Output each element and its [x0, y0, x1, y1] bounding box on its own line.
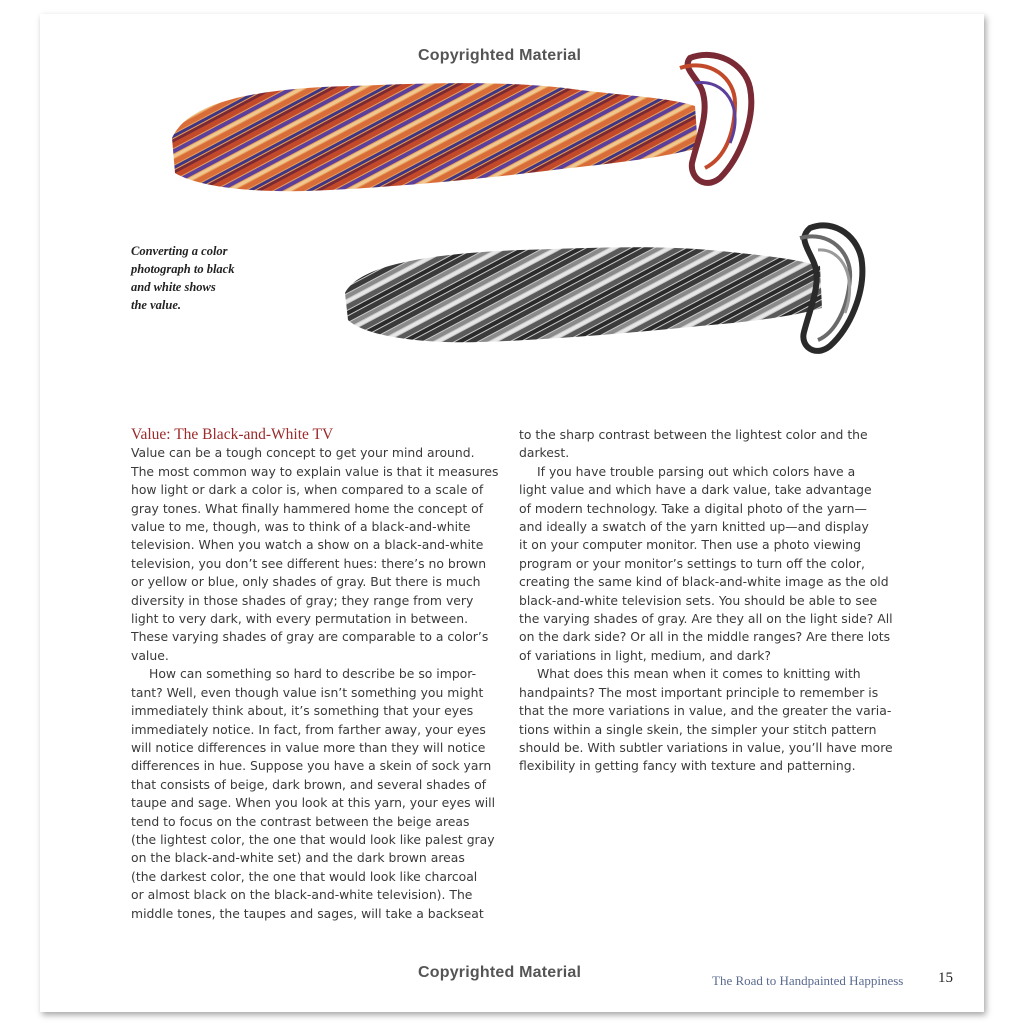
- text-line: How can something so hard to describe be so impor-: [149, 666, 477, 682]
- text-line: program or your monitor’s settings to turn off the color,: [519, 555, 865, 571]
- watermark-bottom: Copyrighted Material: [418, 964, 582, 981]
- text-line: middle tones, the taupes and sages, will take a backseat: [131, 905, 484, 921]
- text-line: These varying shades of gray are comparable to a color’s: [131, 629, 489, 645]
- text-line: What does this mean when it comes to knitting with: [537, 666, 861, 682]
- text-line: that the more variations in value, and the greater the varia-: [519, 703, 892, 719]
- text-line: how light or dark a color is, when compared to a scale of: [131, 482, 484, 498]
- text-line: television. When you watch a show on a black-and-white: [131, 537, 484, 553]
- text-line: black-and-white television sets. You should be able to see: [519, 592, 878, 608]
- article-right-column: [519, 426, 897, 776]
- text-line: the varying shades of gray. Are they all on the light side? All: [519, 611, 893, 627]
- text-line: If you have trouble parsing out which colors have a: [537, 463, 856, 479]
- text-line: (the darkest color, the one that would look like charcoal: [131, 868, 478, 884]
- text-line: light value and which have a dark value, take advantage: [519, 482, 872, 498]
- text-line: tend to focus on the contrast between the beige areas: [131, 813, 470, 829]
- text-line: tions within a single skein, the simpler your stitch pattern: [519, 721, 877, 737]
- watermark-top: Copyrighted Material: [418, 47, 582, 64]
- text-line: television, you don’t see different hues: there’s no brown: [131, 555, 487, 571]
- caption-line: and white shows: [131, 280, 216, 294]
- figure-caption: [131, 242, 291, 314]
- text-line: and ideally a swatch of the yarn knitted up—and display: [519, 519, 869, 535]
- text-line: handpaints? The most important principle to remember is: [519, 684, 879, 700]
- text-line: of modern technology. Take a digital photo of the yarn—: [519, 500, 867, 516]
- caption-line: photograph to black: [131, 262, 235, 276]
- text-line: The most common way to explain value is that it measures: [131, 463, 499, 479]
- text-line: immediately notice. In fact, from farther away, your eyes: [131, 721, 486, 737]
- text-line: on the dark side? Or all in the middle ranges? Are there lots: [519, 629, 891, 645]
- left-column-text: [131, 444, 503, 923]
- text-line: flexibility in getting fancy with texture and patterning.: [519, 758, 856, 774]
- text-line: of variations in light, medium, and dark?: [519, 647, 771, 663]
- text-line: or almost black on the black-and-white television). The: [131, 887, 473, 903]
- right-column-text: [519, 426, 897, 776]
- text-line: value.: [131, 647, 169, 663]
- text-line: that consists of beige, dark brown, and several shades of: [131, 776, 487, 792]
- text-line: diversity in those shades of gray; they range from very: [131, 592, 474, 608]
- section-heading: Value: The Black-and-White TV: [131, 426, 334, 443]
- text-line: taupe and sage. When you look at this yarn, your eyes will: [131, 795, 496, 811]
- yarn-photo-grayscale: [330, 208, 870, 378]
- text-line: creating the same kind of black-and-white image as the old: [519, 574, 889, 590]
- caption-line: Converting a color: [131, 244, 228, 258]
- text-line: will notice differences in value more than they will notice: [131, 739, 486, 755]
- article-left-column: [131, 426, 503, 923]
- text-line: darkest.: [519, 445, 570, 461]
- text-line: (the lightest color, the one that would look like palest gray: [131, 831, 495, 847]
- text-line: Value can be a tough concept to get your mind around.: [131, 445, 475, 461]
- text-line: or yellow or blue, only shades of gray. But there is much: [131, 574, 481, 590]
- text-line: gray tones. What finally hammered home the concept of: [131, 500, 484, 516]
- text-line: immediately think about, it’s something that your eyes: [131, 703, 474, 719]
- text-line: light to very dark, with every permutation in between.: [131, 611, 469, 627]
- text-line: to the sharp contrast between the lightest color and the: [519, 427, 868, 442]
- text-line: differences in hue. Suppose you have a skein of sock yarn: [131, 758, 492, 774]
- running-footer-title: The Road to Handpainted Happiness: [712, 973, 904, 988]
- text-line: it on your computer monitor. Then use a photo viewing: [519, 537, 861, 553]
- text-line: should be. With subtler variations in value, you’ll have more: [519, 739, 893, 755]
- text-line: value to me, though, was to think of a black-and-white: [131, 519, 471, 535]
- caption-line: the value.: [131, 298, 181, 312]
- text-line: tant? Well, even though value isn’t something you might: [131, 684, 484, 700]
- text-line: on the black-and-white set) and the dark brown areas: [131, 850, 465, 866]
- page-number: 15: [938, 970, 953, 986]
